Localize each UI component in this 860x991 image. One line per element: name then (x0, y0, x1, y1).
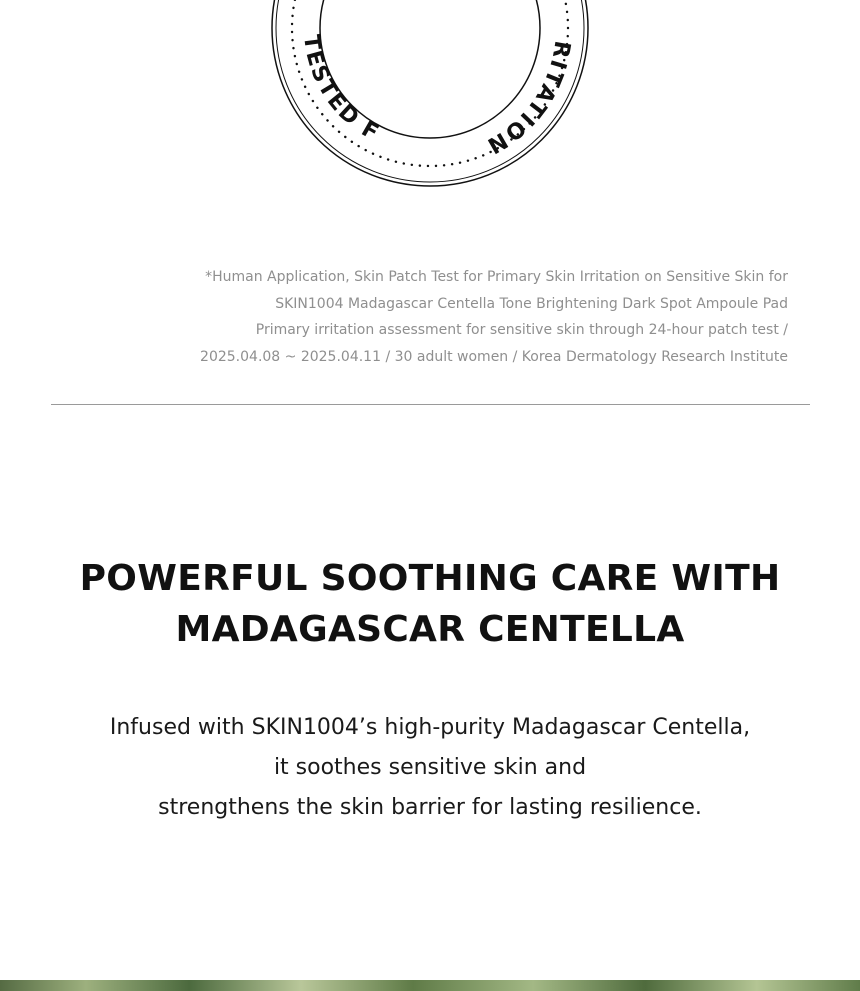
footnote-line: *Human Application, Skin Patch Test for Primary Skin Irritation on Sensitive Skin for (205, 269, 788, 285)
footnote-line: SKIN1004 Madagascar Centella Tone Brightening Dark Spot Ampoule Pad (275, 295, 788, 312)
test-footnote (148, 264, 788, 370)
centella-photo-strip (0, 980, 860, 991)
headline-line: MADAGASCAR CENTELLA (175, 609, 685, 650)
section-divider (51, 404, 810, 405)
section-headline (0, 553, 860, 655)
body-line: strengthens the skin barrier for lasting resilience. (158, 795, 702, 820)
badge-seal-graphic (262, 0, 598, 196)
body-line: it soothes sensitive skin and (273, 755, 587, 780)
headline-line: POWERFUL SOOTHING CARE WITH (79, 558, 781, 599)
section-body-copy (0, 708, 860, 828)
footnote-line: 2025.04.08 ~ 2025.04.11 / 30 adult women / Korea Dermatology Research Institute (200, 348, 788, 365)
badge-ring-text-right: RITATION (481, 38, 575, 159)
footnote-line: Primary irritation assessment for sensitive skin through 24-hour patch test / (255, 322, 788, 338)
badge-ring-text-left: TESTED F (298, 33, 385, 147)
body-line: Infused with SKIN1004’s high-purity Madagascar Centella, (109, 715, 751, 740)
irritation-test-badge (262, 0, 598, 196)
